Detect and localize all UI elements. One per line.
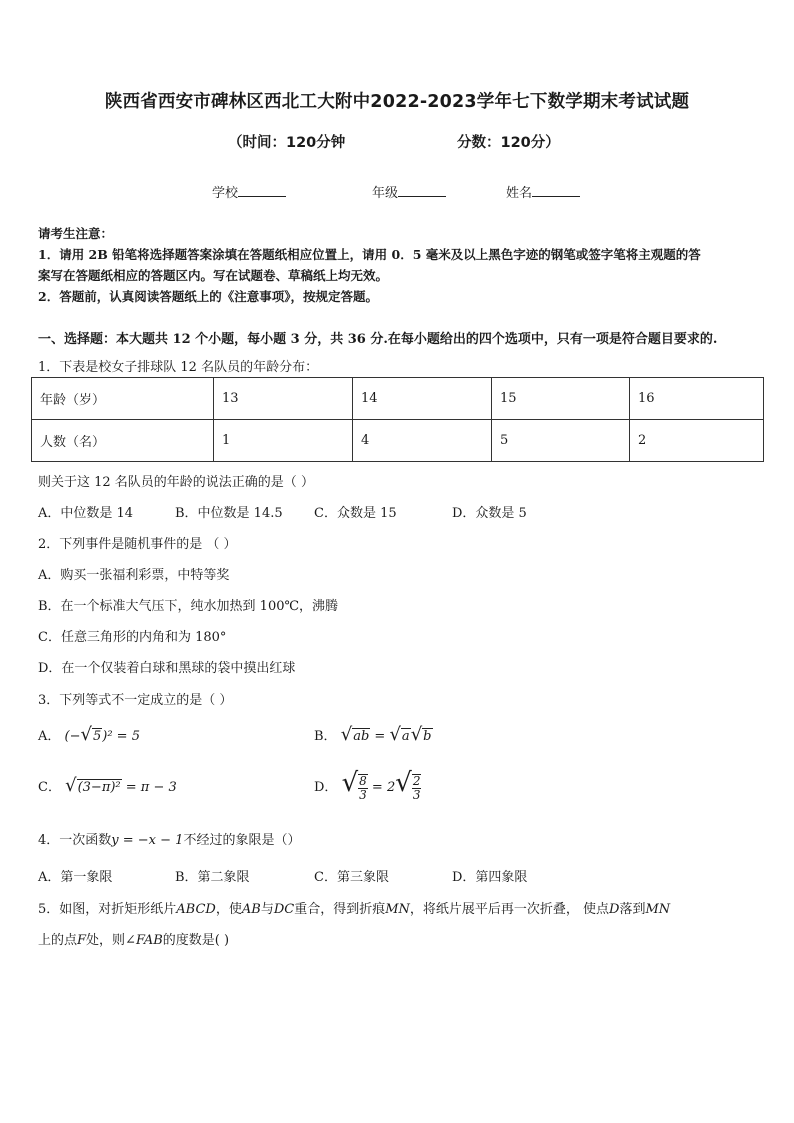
school-blank [238,184,286,197]
table-cell: 14 [353,378,492,420]
table-row [32,378,764,420]
option-label: C． [38,780,61,795]
table-cell: 13 [214,378,353,420]
score-label: 分数：120分） [457,135,560,151]
q4-stem [38,829,300,848]
q2-stem: 2．下列事件是随机事件的是 （ ） [38,537,237,552]
math-symbol: D [609,902,620,917]
table-cell: 2 [630,420,764,462]
notice-item1-line1: 1．请用 2B 铅笔将选择题答案涂填在答题纸相应位置上，请用 0．5 毫米及以上黑色字迹的钢笔或签字笔将主观题的答 [38,247,701,262]
stem-text: 的度数是( ) [162,933,230,948]
math-text: )² = 5 [102,729,140,744]
q3-option-a [38,724,140,745]
math-expression [65,775,177,796]
radicand: b [423,729,432,744]
math-symbol: FAB [135,933,163,948]
grade-blank [398,184,446,197]
notice-item2: 2．答题前，认真阅读答题纸上的《注意事项》，按规定答题。 [38,289,378,304]
numerator: 2 [412,773,421,788]
table-cell: 5 [492,420,630,462]
radicand: (3−π)² [77,780,121,795]
q4-option-a: A．第一象限 [38,870,113,885]
q2-option-b: B．在一个标准大气压下，纯水加热到 100℃，沸腾 [38,599,339,614]
q3-option-d [314,768,421,802]
stem-text: 落到 [619,902,646,917]
option-label: D． [314,780,338,795]
grade-label: 年级 [372,186,399,201]
q4-option-b: B．第二象限 [175,870,250,885]
table-cell: 年龄（岁） [32,378,214,420]
table-cell: 人数（名） [32,420,214,462]
sqrt-icon: √ [340,724,353,745]
stem-text: 4．一次函数 [38,833,112,848]
q1-question: 则关于这 12 名队员的年龄的说法正确的是（ ） [38,475,314,490]
math-symbol: MN [645,902,671,917]
q5-line2 [38,929,229,948]
math-expression [64,724,140,745]
function-expression: y = −x − 1 [111,833,184,848]
option-label: B． [314,729,337,744]
page-title: 陕西省西安市碑林区西北工大附中2022-2023学年七下数学期末考试试题 [104,92,690,112]
q1-option-b: B．中位数是 14.5 [175,506,283,521]
name-field [506,182,580,201]
math-text: = [370,729,390,744]
math-symbol: MN [385,902,410,917]
q1-option-d: D．众数是 5 [452,506,527,521]
name-label: 姓名 [506,186,533,201]
name-blank [532,184,580,197]
grade-field [372,182,446,201]
q2-option-c: C．任意三角形的内角和为 180° [38,630,227,645]
denominator: 3 [359,787,367,802]
q5-line1 [38,898,670,917]
time-label: （时间：120分钟 [228,135,346,151]
stem-text: ，使 [215,902,242,917]
notice-item1-line2: 案写在答题纸相应的答题区内。写在试题卷、草稿纸上均无效。 [38,268,389,283]
q4-option-d: D．第四象限 [452,870,528,885]
math-text: = π − 3 [121,780,177,795]
q2-option-d: D．在一个仅装着白球和黑球的袋中摸出红球 [38,661,296,676]
q3-stem: 3．下列等式不一定成立的是（ ） [38,693,233,708]
q1-option-a: A．中位数是 14 [38,506,134,521]
math-symbol: ABCD [176,902,216,917]
stem-text: 上的点 [38,933,78,948]
sqrt-icon: √ [80,724,92,745]
q3-option-c [38,775,177,796]
q1-option-c: C．众数是 15 [314,506,397,521]
notice-heading: 请考生注意： [38,226,114,241]
q3-option-b [314,724,433,745]
radicand: ab [353,729,370,744]
math-text: (− [64,729,81,744]
table-cell: 15 [492,378,630,420]
school-field [212,182,286,201]
sqrt-icon: √ [395,768,412,798]
table-row [32,420,764,462]
table-cell: 16 [630,378,764,420]
stem-text: 与 [260,902,274,917]
fraction [412,774,422,802]
math-symbol: DC [273,902,295,917]
table-cell: 4 [353,420,492,462]
math-expression [340,724,433,745]
sqrt-icon: √ [389,724,401,745]
sqrt-icon: √ [410,724,423,745]
sqrt-icon: √ [65,775,77,796]
stem-text: 重合，得到折痕 [294,902,386,917]
stem-text: ，将纸片展平后再一次折叠， 使点 [409,902,610,917]
q4-option-c: C．第三象限 [314,870,389,885]
radicand: 5 [92,729,102,744]
table-cell: 1 [214,420,353,462]
fraction [358,774,368,802]
math-symbol: F [77,933,87,948]
q2-option-a: A．购买一张福利彩票，中特等奖 [38,568,230,583]
stem-text: 5．如图，对折矩形纸片 [38,902,177,917]
numerator: 8 [359,773,367,788]
section-heading: 一、选择题：本大题共 12 个小题，每小题 3 分，共 36 分.在每小题给出的四个选项中，只有一项是符合题目要求的. [38,332,718,347]
option-label: A． [38,729,61,744]
denominator: 3 [412,787,421,802]
radicand: a [401,729,410,744]
school-label: 学校 [212,186,239,201]
q1-stem: 1．下表是校女子排球队 12 名队员的年龄分布： [38,360,319,375]
stem-text: 不经过的象限是（） [183,833,301,848]
age-table [31,377,764,462]
stem-text: 处，则∠ [86,933,136,948]
math-expression [341,768,422,802]
sqrt-icon: √ [341,768,359,798]
math-text: = 2 [367,780,396,795]
math-symbol: AB [241,902,261,917]
